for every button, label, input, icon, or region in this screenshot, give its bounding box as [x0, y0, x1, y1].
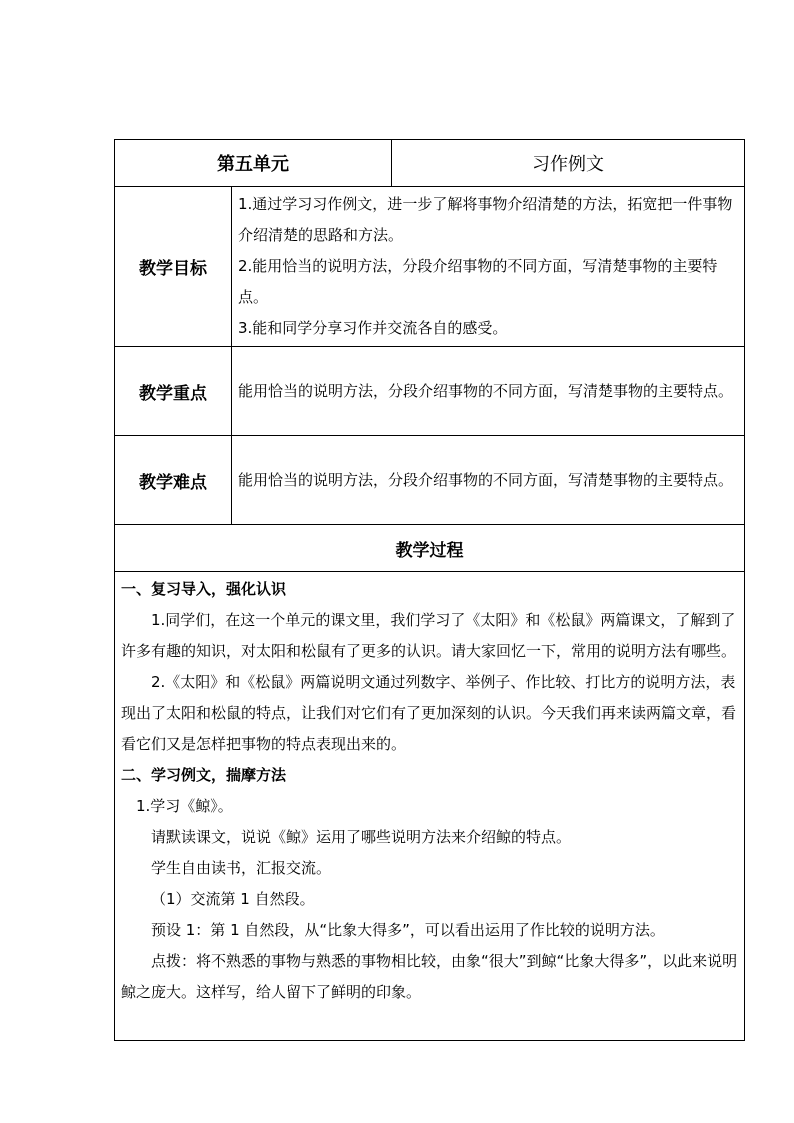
- section1-paragraph: 2.《太阳》和《松鼠》两篇说明文通过列数字、举例子、作比较、打比方的说明方法，表现出了太阳和松鼠的特点，让我们对它们有了更加深刻的认识。今天我们再来读两篇文章，看看它们又是怎样把事物的特点表现出来的。: [121, 673, 737, 753]
- section2-task: 请默读课文，说说《鲸》运用了哪些说明方法来介绍鲸的特点。: [151, 828, 572, 846]
- section1-paragraph: 1.同学们，在这一个单元的课文里，我们学习了《太阳》和《松鼠》两篇课文，了解到了许多有趣的知识，对太阳和松鼠有了更多的认识。请大家回忆一下，常用的说明方法有哪些。: [121, 611, 737, 660]
- goals-label: 教学目标: [115, 187, 232, 347]
- process-heading: 教学过程: [115, 525, 745, 572]
- goals-content: [232, 187, 745, 347]
- process-body-row: [115, 572, 745, 1041]
- key-points-row: [115, 347, 745, 436]
- process-heading-row: [115, 525, 745, 572]
- section2-title: 二、学习例文，揣摩方法: [121, 766, 287, 784]
- goal-item: 2.能用恰当的说明方法，分段介绍事物的不同方面，写清楚事物的主要特点。: [238, 257, 718, 306]
- difficulties-row: [115, 436, 745, 525]
- process-body: [115, 572, 745, 1041]
- difficulties-label: 教学难点: [115, 436, 232, 525]
- unit-label: 第五单元: [115, 140, 392, 187]
- section1-title: 一、复习导入，强化认识: [121, 580, 287, 598]
- key-points-content: [232, 347, 745, 436]
- section2-hint: 点拨：将不熟悉的事物与熟悉的事物相比较，由象“很大”到鲸“比象大得多”，以此来说明鲸之庞大。这样写，给人留下了鲜明的印象。: [121, 952, 738, 1001]
- section2-subitem: （1）交流第 1 自然段。: [151, 890, 315, 908]
- goal-item: 3.能和同学分享习作并交流各自的感受。: [238, 319, 508, 337]
- key-points-label: 教学重点: [115, 347, 232, 436]
- lesson-title: 习作例文: [392, 140, 745, 187]
- lesson-plan-table: [114, 139, 745, 1041]
- goal-item: 1.通过学习习作例文，进一步了解将事物介绍清楚的方法，拓宽把一件事物介绍清楚的思路和方法。: [238, 195, 733, 244]
- section2-item: 1.学习《鲸》。: [136, 797, 233, 815]
- goals-row: [115, 187, 745, 347]
- section2-activity: 学生自由读书，汇报交流。: [151, 859, 332, 877]
- key-points-text: 能用恰当的说明方法，分段介绍事物的不同方面，写清楚事物的主要特点。: [238, 381, 734, 400]
- difficulties-text: 能用恰当的说明方法，分段介绍事物的不同方面，写清楚事物的主要特点。: [238, 470, 734, 489]
- header-row: [115, 140, 745, 187]
- difficulties-content: [232, 436, 745, 525]
- section2-preset: 预设 1：第 1 自然段，从“比象大得多”，可以看出运用了作比较的说明方法。: [151, 921, 665, 939]
